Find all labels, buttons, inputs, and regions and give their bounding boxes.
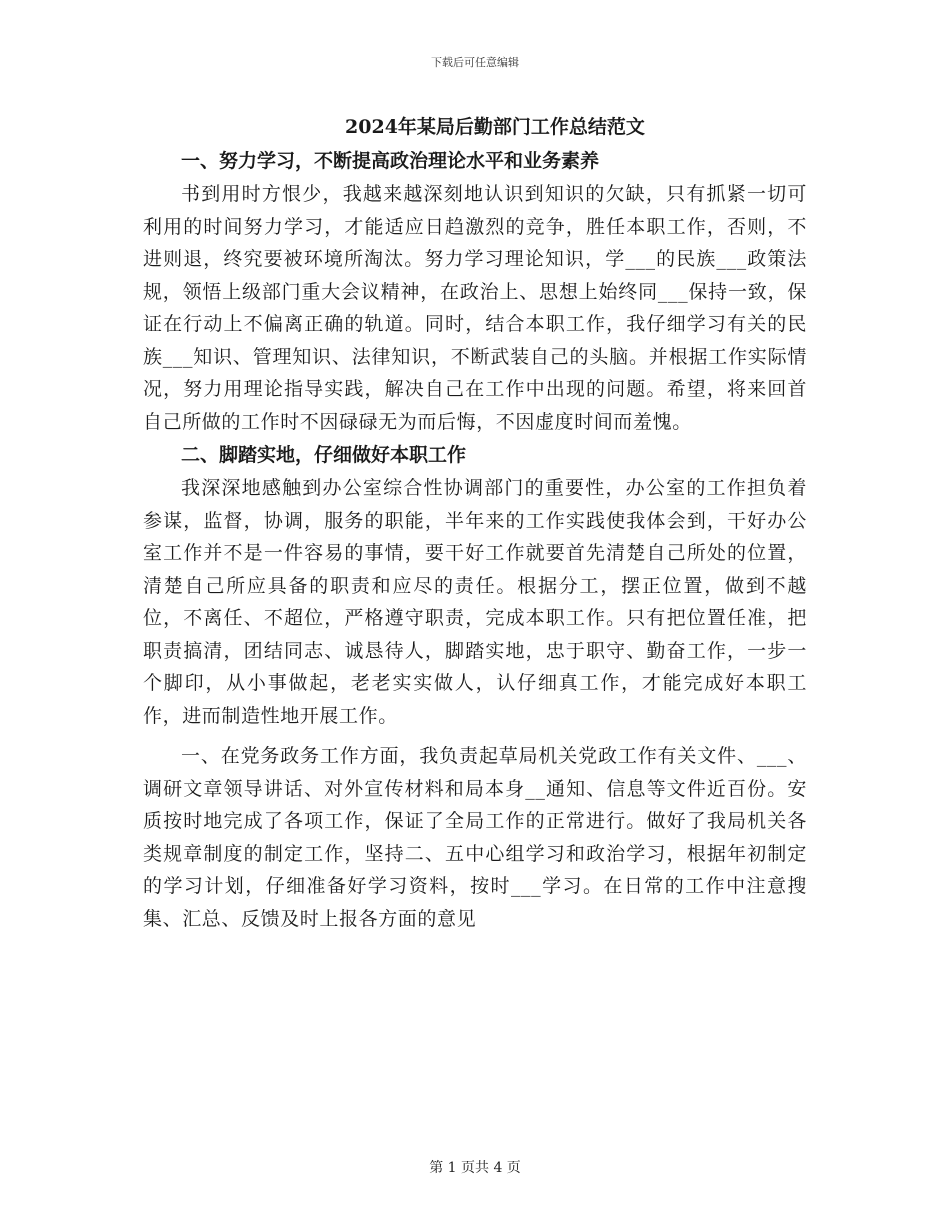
page-header-note: 下载后可任意编辑 [431,56,519,69]
section-heading-2: 二、脚踏实地，仔细做好本职工作 [181,444,467,466]
section-2-paragraph-2: 一、在党务政务工作方面，我负责起草局机关党政工作有关文件、___、调研文章领导讲话、对外宣传材料和局本身__通知、信息等文件近百份。安质按时地完成了各项工作，保证了全局工作的正常进行。做好了我局机关各类规章制度的制定工作，坚持二、五中心组学习和政治学习，根据年初制定的学习计划，仔细准备好学习资料，按时___学习。在日常的工作中注意搜集、汇总、反馈及时上报各方面的意见 [143,745,807,930]
section-heading-1: 一、努力学习，不断提高政治理论水平和业务素养 [181,150,600,172]
section-2-paragraph-1: 我深深地感触到办公室综合性协调部门的重要性，办公室的工作担负着参谋，监督，协调，服务的职能，半年来的工作实践使我体会到，干好办公室工作并不是一件容易的事情，要干好工作就要首先清楚自己所处的位置，清楚自己所应具备的职责和应尽的责任。根据分工，摆正位置，做到不越位，不离任、不超位，严格遵守职责，完成本职工作。只有把位置任准，把职责搞清，团结同志、诚恳待人，脚踏实地，忠于职守、勤奋工作，一步一个脚印，从小事做起，老老实实做人，认仔细真工作，才能完成好本职工作，进而制造性地开展工作。 [143,477,807,727]
section-1-paragraph-1: 书到用时方恨少，我越来越深刻地认识到知识的欠缺，只有抓紧一切可利用的时间努力学习，才能适应日趋激烈的竞争，胜任本职工作，否则，不进则退，终究要被环境所淘汰。努力学习理论知识，学___的民族___政策法规，领悟上级部门重大会议精神，在政治上、思想上始终同___保持一致，保证在行动上不偏离正确的轨道。同时，结合本职工作，我仔细学习有关的民族___知识、管理知识、法律知识，不断武装自己的头脑。并根据工作实际情况，努力用理论指导实践，解决自己在工作中出现的问题。希望，将来回首自己所做的工作时不因碌碌无为而后悔，不因虚度时间而羞愧。 [143,183,807,433]
page-number: 第 1 页共 4 页 [429,1160,521,1176]
document-title: 2024年某局后勤部门工作总结范文 [345,116,645,138]
document-body [143,110,807,935]
